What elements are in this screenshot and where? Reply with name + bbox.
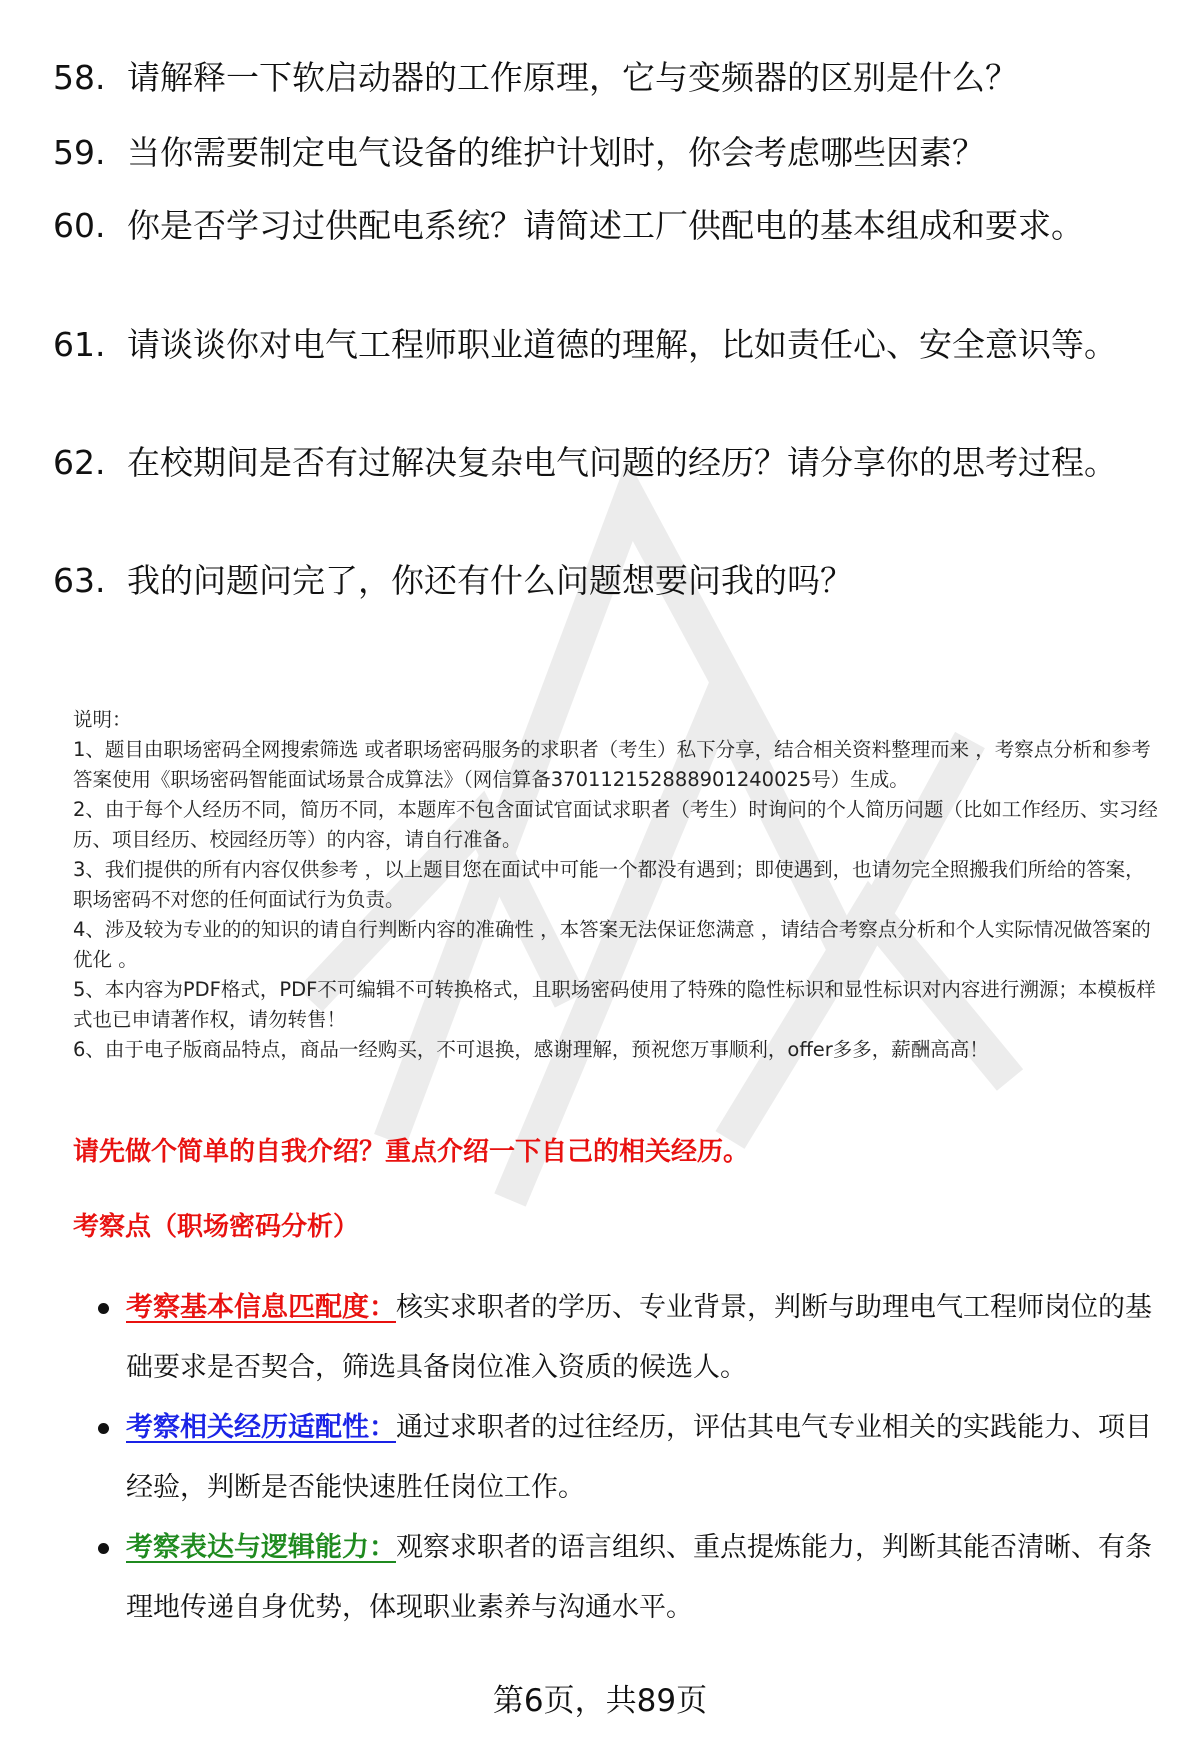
note-item-5: 5、本内容为PDF格式，PDF不可编辑不可转换格式，且职场密码使用了特殊的隐性标识和显性标识对内容进行溯源；本模板样式也已申请著作权，请勿转售！ [73,978,1156,1031]
question-60 [53,203,1163,249]
bullet-dot-icon [96,1518,126,1638]
bullet-dot-icon [96,1278,126,1398]
notes-title: 说明： [73,708,132,731]
analysis-bullet-2 [96,1398,1156,1518]
question-number: 63. [53,561,106,600]
note-item-1: 1、题目由职场密码全网搜索筛选 或者职场密码服务的求职者（考生）私下分享，结合相关资料整理而来 ，考察点分析和参考答案使用《职场密码智能面试场景合成算法》（网信算备370112152888901240025号）生成。 [73,738,1151,791]
analysis-bullet-3 [96,1518,1156,1638]
bullet-text: 核实求职者的学历、专业背景，判断与助理电气工程师岗位的基础要求是否契合，筛选具备岗位准入资质的候选人。 [126,1292,1152,1383]
note-item-2: 2、由于每个人经历不同，简历不同，本题库不包含面试官面试求职者（考生）时询问的个人简历问题（比如工作经历、实习经历、项目经历、校园经历等）的内容，请自行准备。 [73,798,1158,851]
interview-question-heading: 请先做个简单的自我介绍？重点介绍一下自己的相关经历。 [73,1137,750,1167]
analysis-heading: 考察点（职场密码分析） [73,1212,360,1242]
question-text: 请解释一下软启动器的工作原理，它与变频器的区别是什么？ [127,58,1018,97]
question-58 [53,55,1163,101]
analysis-bullet-1 [96,1278,1156,1398]
question-number: 62. [53,443,106,482]
note-item-6: 6、由于电子版商品特点，商品一经购买，不可退换，感谢理解，预祝您万事顺利，offer多多，薪酬高高！ [73,1038,989,1061]
question-number: 61. [53,325,106,364]
question-61 [53,322,1163,368]
question-text: 在校期间是否有过解决复杂电气问题的经历？请分享你的思考过程。 [127,443,1117,482]
bullet-dot-icon [96,1398,126,1518]
note-item-3: 3、我们提供的所有内容仅供参考 ，以上题目您在面试中可能一个都没有遇到；即使遇到，也请勿完全照搬我们所给的答案，职场密码不对您的任何面试行为负责。 [73,858,1145,911]
question-text: 当你需要制定电气设备的维护计划时，你会考虑哪些因素？ [127,133,985,172]
question-63 [53,558,1163,604]
question-text: 你是否学习过供配电系统？请简述工厂供配电的基本组成和要求。 [127,206,1084,245]
question-62 [53,440,1163,486]
bullet-label: 考察基本信息匹配度： [126,1292,396,1323]
page-indicator: 第6页，共89页 [492,1683,708,1719]
notes-block [73,705,1163,1065]
question-number: 60. [53,206,106,245]
bullet-label: 考察相关经历适配性： [126,1412,396,1443]
note-item-4: 4、涉及较为专业的的知识的请自行判断内容的准确性 ，本答案无法保证您满意 ，请结合考察点分析和个人实际情况做答案的优化 。 [73,918,1151,971]
question-number: 58. [53,58,106,97]
question-number: 59. [53,133,106,172]
bullet-text: 通过求职者的过往经历，评估其电气专业相关的实践能力、项目经验，判断是否能快速胜任岗位工作。 [126,1412,1152,1503]
question-text: 我的问题问完了，你还有什么问题想要问我的吗？ [127,561,853,600]
question-59 [53,130,1163,176]
question-text: 请谈谈你对电气工程师职业道德的理解，比如责任心、安全意识等。 [127,325,1117,364]
bullet-label: 考察表达与逻辑能力： [126,1532,396,1563]
bullet-text: 观察求职者的语言组织、重点提炼能力，判断其能否清晰、有条理地传递自身优势，体现职业素养与沟通水平。 [126,1532,1152,1623]
